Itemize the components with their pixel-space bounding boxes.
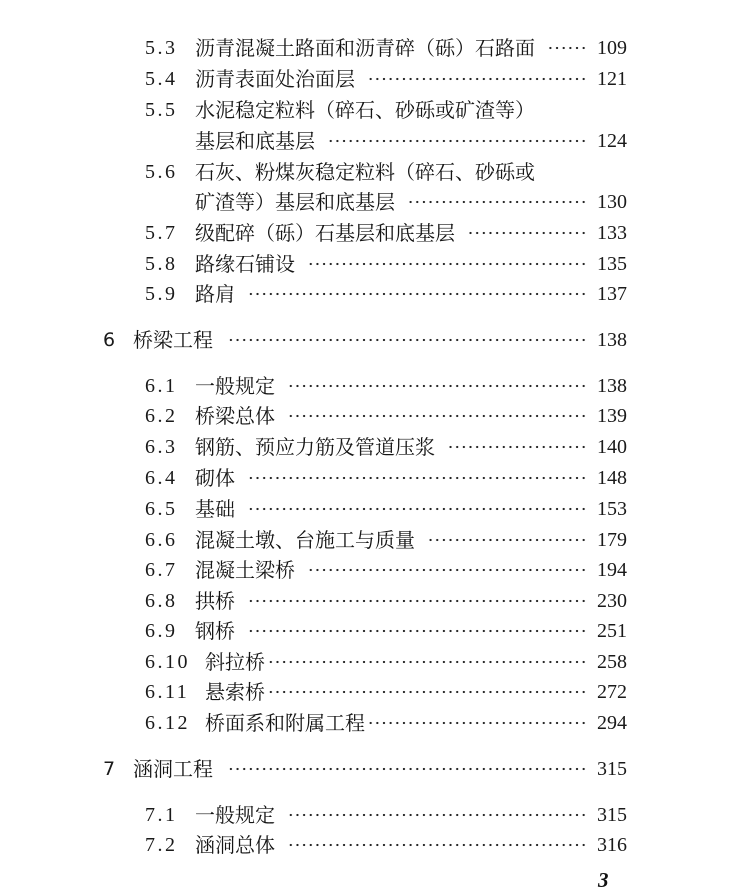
toc-entry bbox=[145, 830, 627, 860]
dot-leader bbox=[368, 77, 587, 81]
entry-title: 砌体 bbox=[195, 466, 235, 490]
entry-title: 混凝土梁桥 bbox=[195, 558, 295, 582]
toc-entry bbox=[145, 463, 627, 493]
chapter-title: 涵洞工程 bbox=[133, 757, 213, 781]
section-number: 5.8 bbox=[145, 253, 178, 275]
section-number: 7.2 bbox=[145, 834, 178, 856]
entry-title: 沥青表面处治面层 bbox=[195, 67, 355, 91]
section-number: 6.12 bbox=[145, 712, 190, 734]
toc-entry bbox=[145, 647, 627, 677]
page-number: 3 bbox=[598, 868, 609, 892]
toc-entry bbox=[145, 401, 627, 431]
dot-leader bbox=[288, 384, 587, 388]
page-ref: 133 bbox=[597, 222, 627, 244]
entry-title: 路肩 bbox=[195, 282, 235, 306]
toc-entry bbox=[145, 157, 627, 187]
page-ref: 272 bbox=[597, 681, 627, 703]
page-ref: 138 bbox=[597, 329, 627, 351]
entry-title: 悬索桥 bbox=[205, 680, 265, 704]
page-ref: 138 bbox=[597, 375, 627, 397]
section-number: 6.8 bbox=[145, 590, 178, 612]
chapter-title: 桥梁工程 bbox=[133, 328, 213, 352]
dot-leader bbox=[288, 813, 587, 817]
section-number: 6.3 bbox=[145, 436, 178, 458]
toc-entry bbox=[145, 218, 627, 248]
entry-title: 沥青混凝土路面和沥青碎（砾）石路面 bbox=[195, 36, 535, 60]
toc-entry bbox=[145, 279, 627, 309]
toc-entry bbox=[145, 371, 627, 401]
page-ref: 258 bbox=[597, 651, 627, 673]
chapter-number: 6 bbox=[103, 329, 116, 351]
toc-entry bbox=[145, 800, 627, 830]
toc-entry bbox=[145, 95, 627, 125]
section-number: 5.9 bbox=[145, 283, 178, 305]
dot-leader bbox=[288, 414, 587, 418]
page-ref: 230 bbox=[597, 590, 627, 612]
page-ref: 315 bbox=[597, 758, 627, 780]
entry-title: 水泥稳定粒料（碎石、砂砾或矿渣等） bbox=[195, 98, 535, 122]
page-ref: 130 bbox=[597, 191, 627, 213]
entry-title: 一般规定 bbox=[195, 803, 275, 827]
page-ref: 124 bbox=[597, 130, 627, 152]
section-number: 6.5 bbox=[145, 498, 178, 520]
section-number: 5.6 bbox=[145, 161, 178, 183]
entry-title: 斜拉桥 bbox=[205, 650, 265, 674]
dot-leader bbox=[248, 476, 587, 480]
page-ref: 139 bbox=[597, 405, 627, 427]
dot-leader bbox=[448, 445, 587, 449]
section-number: 7.1 bbox=[145, 804, 178, 826]
page-ref: 316 bbox=[597, 834, 627, 856]
toc-entry-continuation bbox=[195, 187, 627, 217]
section-number: 6.9 bbox=[145, 620, 178, 642]
dot-leader bbox=[308, 568, 587, 572]
page-ref: 135 bbox=[597, 253, 627, 275]
page-ref: 194 bbox=[597, 559, 627, 581]
page-ref: 140 bbox=[597, 436, 627, 458]
toc-entry bbox=[145, 586, 627, 616]
section-number: 6.10 bbox=[145, 651, 190, 673]
toc-entry bbox=[145, 432, 627, 462]
page-ref: 148 bbox=[597, 467, 627, 489]
entry-title: 桥梁总体 bbox=[195, 404, 275, 428]
entry-title: 桥面系和附属工程 bbox=[205, 711, 365, 735]
toc-entry bbox=[145, 677, 627, 707]
page-ref: 121 bbox=[597, 68, 627, 90]
toc-entry bbox=[145, 33, 627, 63]
page-ref: 251 bbox=[597, 620, 627, 642]
entry-title: 路缘石铺设 bbox=[195, 252, 295, 276]
page-ref: 315 bbox=[597, 804, 627, 826]
chapter-heading bbox=[103, 754, 627, 784]
page-ref: 179 bbox=[597, 529, 627, 551]
entry-title-continued: 基层和底基层 bbox=[195, 129, 315, 153]
entry-title-continued: 矿渣等）基层和底基层 bbox=[195, 190, 395, 214]
toc-entry bbox=[145, 525, 627, 555]
page-ref: 153 bbox=[597, 498, 627, 520]
section-number: 5.7 bbox=[145, 222, 178, 244]
section-number: 6.1 bbox=[145, 375, 178, 397]
chapter-heading bbox=[103, 325, 627, 355]
toc-entry bbox=[145, 616, 627, 646]
dot-leader bbox=[367, 721, 587, 725]
toc-entry bbox=[145, 249, 627, 279]
section-number: 5.5 bbox=[145, 99, 178, 121]
dot-leader bbox=[408, 200, 587, 204]
section-number: 6.7 bbox=[145, 559, 178, 581]
toc-entry bbox=[145, 494, 627, 524]
section-number: 6.11 bbox=[145, 681, 190, 703]
section-number: 5.3 bbox=[145, 37, 178, 59]
dot-leader bbox=[267, 660, 587, 664]
entry-title: 基础 bbox=[195, 497, 235, 521]
dot-leader bbox=[328, 139, 587, 143]
dot-leader bbox=[226, 767, 587, 771]
entry-title: 涵洞总体 bbox=[195, 833, 275, 857]
section-number: 6.6 bbox=[145, 529, 178, 551]
section-number: 5.4 bbox=[145, 68, 178, 90]
dot-leader bbox=[248, 629, 587, 633]
dot-leader bbox=[248, 599, 587, 603]
entry-title: 钢桥 bbox=[195, 619, 235, 643]
toc-entry-continuation bbox=[195, 126, 627, 156]
entry-title: 混凝土墩、台施工与质量 bbox=[195, 528, 415, 552]
dot-leader bbox=[288, 843, 587, 847]
dot-leader bbox=[428, 538, 587, 542]
section-number: 6.2 bbox=[145, 405, 178, 427]
toc-entry bbox=[145, 708, 627, 738]
dot-leader bbox=[267, 690, 587, 694]
entry-title: 一般规定 bbox=[195, 374, 275, 398]
dot-leader bbox=[248, 292, 587, 296]
dot-leader bbox=[548, 46, 587, 50]
dot-leader bbox=[226, 338, 587, 342]
page-ref: 294 bbox=[597, 712, 627, 734]
toc-entry bbox=[145, 64, 627, 94]
toc-entry bbox=[145, 555, 627, 585]
dot-leader bbox=[468, 231, 587, 235]
entry-title: 石灰、粉煤灰稳定粒料（碎石、砂砾或 bbox=[195, 160, 535, 184]
entry-title: 钢筋、预应力筋及管道压浆 bbox=[195, 435, 435, 459]
entry-title: 拱桥 bbox=[195, 589, 235, 613]
chapter-number: 7 bbox=[103, 758, 116, 780]
section-number: 6.4 bbox=[145, 467, 178, 489]
page-ref: 137 bbox=[597, 283, 627, 305]
entry-title: 级配碎（砾）石基层和底基层 bbox=[195, 221, 455, 245]
dot-leader bbox=[308, 262, 587, 266]
page-ref: 109 bbox=[597, 37, 627, 59]
dot-leader bbox=[248, 507, 587, 511]
